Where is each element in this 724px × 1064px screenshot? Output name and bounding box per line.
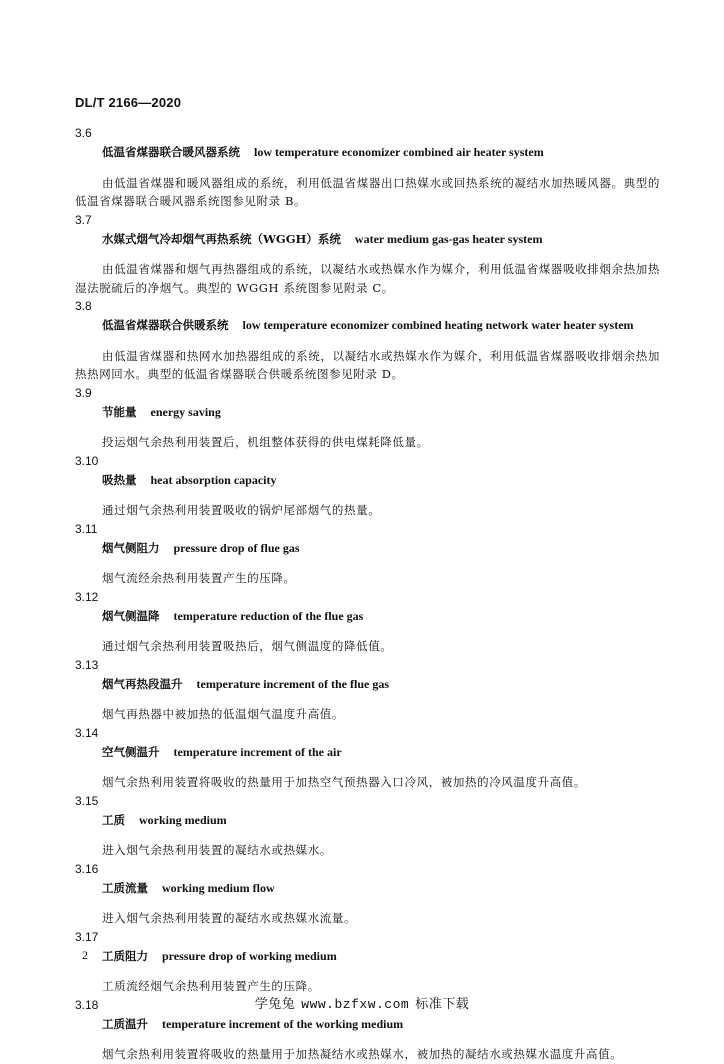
term-chinese: 低温省煤器联合供暖系统 [102, 318, 229, 332]
term-english: low temperature economizer combined air heater system [254, 145, 544, 159]
term-definition: 投运烟气余热利用装置后，机组整体获得的供电煤耗降低量。 [102, 435, 429, 449]
clause-number: 3.17 [75, 929, 99, 944]
term-chinese: 节能量 [102, 404, 137, 419]
term-heading [75, 1015, 660, 1034]
term-heading [75, 879, 660, 898]
term-chinese: 低温省煤器联合暖风器系统 [102, 145, 240, 159]
term-heading [75, 675, 660, 694]
term-heading [75, 811, 660, 830]
term-entry-3-12 [75, 588, 660, 656]
term-entry-3-13 [75, 656, 660, 724]
term-english: temperature reduction of the flue gas [173, 608, 364, 623]
term-chinese: 烟气侧阻力 [102, 540, 160, 555]
term-definition: 通过烟气余热利用装置吸收的锅炉尾部烟气的热量。 [102, 503, 381, 517]
term-heading [75, 471, 660, 490]
clause-number: 3.18 [75, 997, 99, 1012]
term-entry-3-6 [75, 124, 660, 211]
footer-site: www.bzfxw.com [301, 997, 410, 1012]
term-english: energy saving [150, 404, 221, 419]
term-chinese: 水媒式烟气冷却烟气再热系统（WGGH）系统 [102, 231, 341, 246]
term-entry-3-14 [75, 724, 660, 792]
footer-brand: 学兔兔 [254, 997, 296, 1012]
term-entry-3-11 [75, 520, 660, 588]
term-heading [75, 947, 660, 966]
term-definition: 烟气流经余热利用装置产生的压降。 [102, 571, 296, 585]
term-definition: 由低温省煤器和暖风器组成的系统，利用低温省煤器出口热媒水或回热系统的凝结水加热暖风器。典型的低温省煤器联合暖风器系统图参见附录 B。 [75, 175, 660, 208]
term-heading [75, 143, 660, 162]
term-definition: 由低温省煤器和热网水加热器组成的系统，以凝结水或热媒水作为媒介，利用低温省煤器吸收排烟余热加热热网回水。典型的低温省煤器联合供暖系统图参见附录 D。 [75, 348, 660, 381]
term-definition: 进入烟气余热利用装置的凝结水或热媒水流量。 [102, 911, 357, 925]
term-chinese: 烟气侧温降 [102, 608, 160, 623]
term-heading [75, 743, 660, 762]
term-english: temperature increment of the flue gas [196, 676, 390, 691]
term-chinese: 工质阻力 [102, 948, 148, 963]
document-code: DL/T 2166—2020 [75, 95, 182, 110]
clause-number: 3.14 [75, 725, 99, 740]
term-heading [75, 539, 660, 558]
term-chinese: 工质 [102, 812, 125, 827]
term-entry-3-17 [75, 928, 660, 996]
term-chinese: 空气侧温升 [102, 744, 160, 759]
term-heading [75, 607, 660, 626]
term-definition: 工质流经烟气余热利用装置产生的压降。 [102, 979, 320, 993]
term-chinese: 工质流量 [102, 880, 148, 895]
term-entry-3-15 [75, 792, 660, 860]
clause-number: 3.9 [75, 385, 92, 400]
term-entry-3-16 [75, 860, 660, 928]
term-english: pressure drop of working medium [162, 948, 337, 963]
term-english: working medium [139, 812, 227, 827]
footer-label: 标准下载 [415, 997, 470, 1012]
term-heading [75, 230, 660, 249]
term-definition: 烟气再热器中被加热的低温烟气温度升高值。 [102, 707, 344, 721]
clause-number: 3.16 [75, 861, 99, 876]
clause-number: 3.8 [75, 299, 92, 313]
term-english: temperature increment of the working medium [162, 1016, 404, 1031]
term-entry-3-9 [75, 384, 660, 452]
clause-number: 3.7 [75, 212, 92, 227]
clause-number: 3.15 [75, 793, 99, 808]
term-entry-3-8 [75, 297, 660, 384]
terms-list [75, 124, 660, 1064]
page-number: 2 [82, 948, 88, 962]
clause-number: 3.13 [75, 657, 99, 672]
term-english: pressure drop of flue gas [173, 540, 300, 555]
clause-number: 3.11 [75, 521, 98, 536]
term-definition: 烟气余热利用装置将吸收的热量用于加热凝结水或热媒水，被加热的凝结水或热媒水温度升高值。 [102, 1047, 623, 1061]
clause-number: 3.10 [75, 453, 99, 468]
term-definition: 进入烟气余热利用装置的凝结水或热媒水。 [102, 843, 332, 857]
term-english: water medium gas-gas heater system [354, 231, 543, 246]
term-entry-3-7 [75, 211, 660, 298]
term-chinese: 吸热量 [102, 472, 137, 487]
term-english: temperature increment of the air [173, 744, 342, 759]
term-definition: 烟气余热利用装置将吸收的热量用于加热空气预热器入口冷风，被加热的冷风温度升高值。 [102, 775, 586, 789]
term-entry-3-10 [75, 452, 660, 520]
term-chinese: 烟气再热段温升 [102, 676, 183, 691]
term-definition: 由低温省煤器和烟气再热器组成的系统，以凝结水或热媒水作为媒介，利用低温省煤器吸收排烟余热加热湿法脱硫后的净烟气。典型的 WGGH 系统图参见附录 C。 [75, 262, 660, 295]
term-english: working medium flow [162, 880, 275, 895]
term-heading [75, 403, 660, 422]
term-chinese: 工质温升 [102, 1016, 148, 1031]
footer-watermark [0, 993, 724, 1012]
term-definition: 通过烟气余热利用装置吸热后，烟气侧温度的降低值。 [102, 639, 393, 653]
clause-number: 3.6 [75, 126, 92, 140]
term-english: heat absorption capacity [150, 472, 277, 487]
term-english: low temperature economizer combined heating network water heater system [242, 318, 634, 332]
term-heading [75, 316, 660, 335]
clause-number: 3.12 [75, 589, 99, 604]
